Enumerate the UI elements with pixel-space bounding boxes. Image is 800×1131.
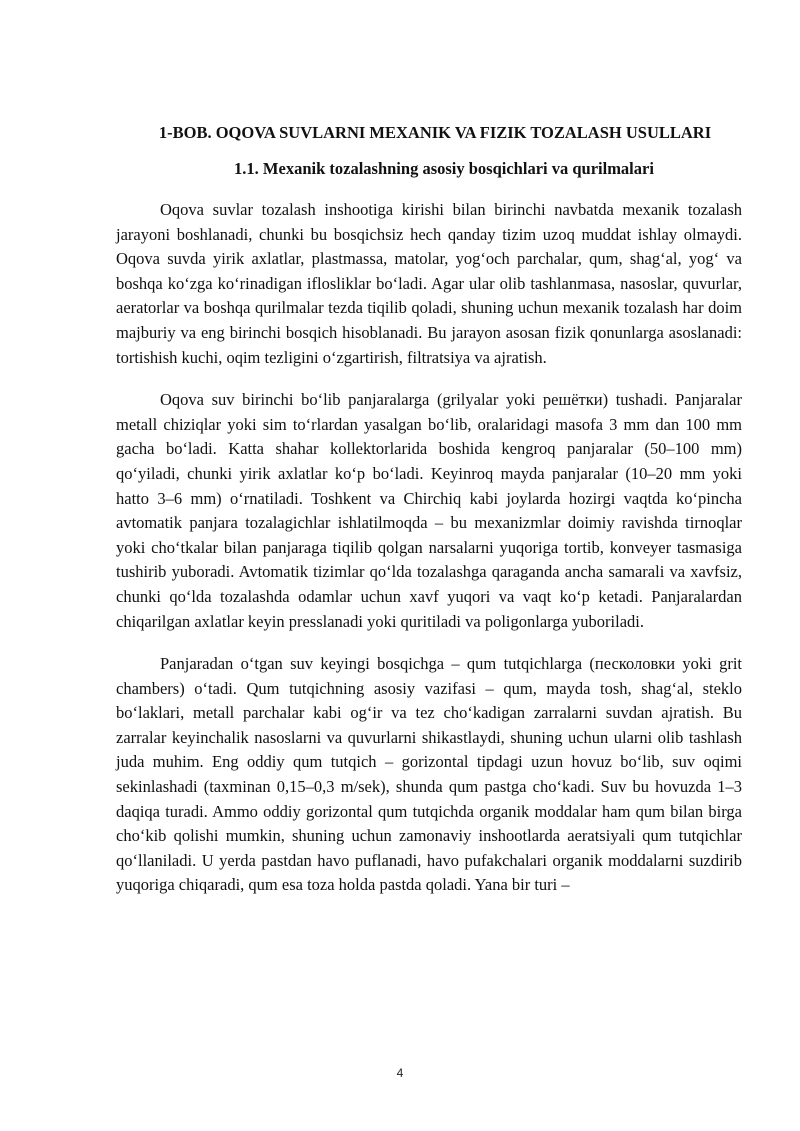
- section-title: 1.1. Mexanik tozalashning asosiy bosqichlari va qurilmalari: [234, 159, 654, 178]
- paragraph-1: Oqova suvlar tozalash inshootiga kirishi bilan birinchi navbatda mexanik tozalash jarayoni boshlanadi, chunki bu bosqichsiz hech qanday tizim uzoq muddat ishlay olmaydi. Oqova suvda yirik axlatlar, plastmassa, matolar, yog‘och parchalar, qum, shag‘al, yog‘ va boshqa ko‘zga ko‘rinadigan iflosliklar bo‘ladi. Agar ular olib tashlanmasa, nasoslar, quvurlar, aeratorlar va boshqa qurilmalar tezda tiqilib qoladi, shuning uchun mexanik tozalash har doim majburiy va eng birinchi bosqich hisoblanadi. Bu jarayon asosan fizik qonunlarga asoslanadi: tortishish kuchi, oqim tezligini o‘zgartirish, filtratsiya va ajratish.: [116, 200, 742, 367]
- page-number: 4: [396, 1066, 404, 1080]
- paragraph-2: Oqova suv birinchi bo‘lib panjaralarga (grilyalar yoki решётки) tushadi. Panjaralar metall chiziqlar yoki sim to‘rlardan yasalgan bo‘lib, oralaridagi masofa 3 mm dan 100 mm gacha bo‘ladi. Katta shahar kollektorlarida boshida kengroq panjaralar (50–100 mm) qo‘yiladi, chunki yirik axlatlar ko‘p bo‘ladi. Keyinroq mayda panjaralar (10–20 mm yoki hatto 3–6 mm) o‘rnatiladi. Toshkent va Chirchiq kabi joylarda hozirgi vaqtda ko‘pincha avtomatik panjara tozalagichlar ishlatilmoqda – bu mexanizmlar doimiy ravishda tirnoqlar yoki cho‘tkalar bilan panjaraga tiqilib qolgan narsalarni yuqoriga tortib, konveyer tasmasiga tushirib yuboradi. Avtomatik tizimlar qo‘lda tozalashga qaraganda ancha samarali va xavfsiz, chunki qo‘lda tozalashda odamlar uchun xavf yuqori va vaqt ko‘p ketadi. Panjaralardan chiqarilgan axlatlar keyin presslanadi yoki quritiladi va poligonlarga yuboriladi.: [116, 390, 742, 631]
- page-content: [116, 120, 742, 898]
- chapter-title: 1-BOB. OQOVA SUVLARNI MEXANIK VA FIZIK TOZALASH USULLARI: [158, 123, 712, 142]
- paragraph-3: Panjaradan o‘tgan suv keyingi bosqichga – qum tutqichlarga (песколовки yoki grit chambers) o‘tadi. Qum tutqichning asosiy vazifasi – qum, mayda tosh, shag‘al, steklo bo‘laklari, metall parchalar kabi og‘ir va tez cho‘kadigan zarralarni suvdan ajratish. Bu zarralar keyinchalik nasoslarni va quvurlarni shikastlaydi, shuning uchun ularni olib tashlash juda muhim. Eng oddiy qum tutqich – gorizontal tipdagi uzun hovuz bo‘lib, suv oqimi sekinlashadi (taxminan 0,15–0,3 m/sek), shunda qum pastga cho‘kadi. Suv bu hovuzda 1–3 daqiqa turadi. Ammo oddiy gorizontal qum tutqichda organik moddalar ham qum bilan birga cho‘kib qolishi mumkin, shuning uchun zamonaviy inshootlarda aeratsiyali qum tutqichlar qo‘llaniladi. U yerda pastdan havo puflanadi, havo pufakchalari organik moddalarni suzdirib yuqoriga chiqaradi, qum esa toza holda pastda qoladi. Yana bir turi –: [116, 654, 742, 895]
